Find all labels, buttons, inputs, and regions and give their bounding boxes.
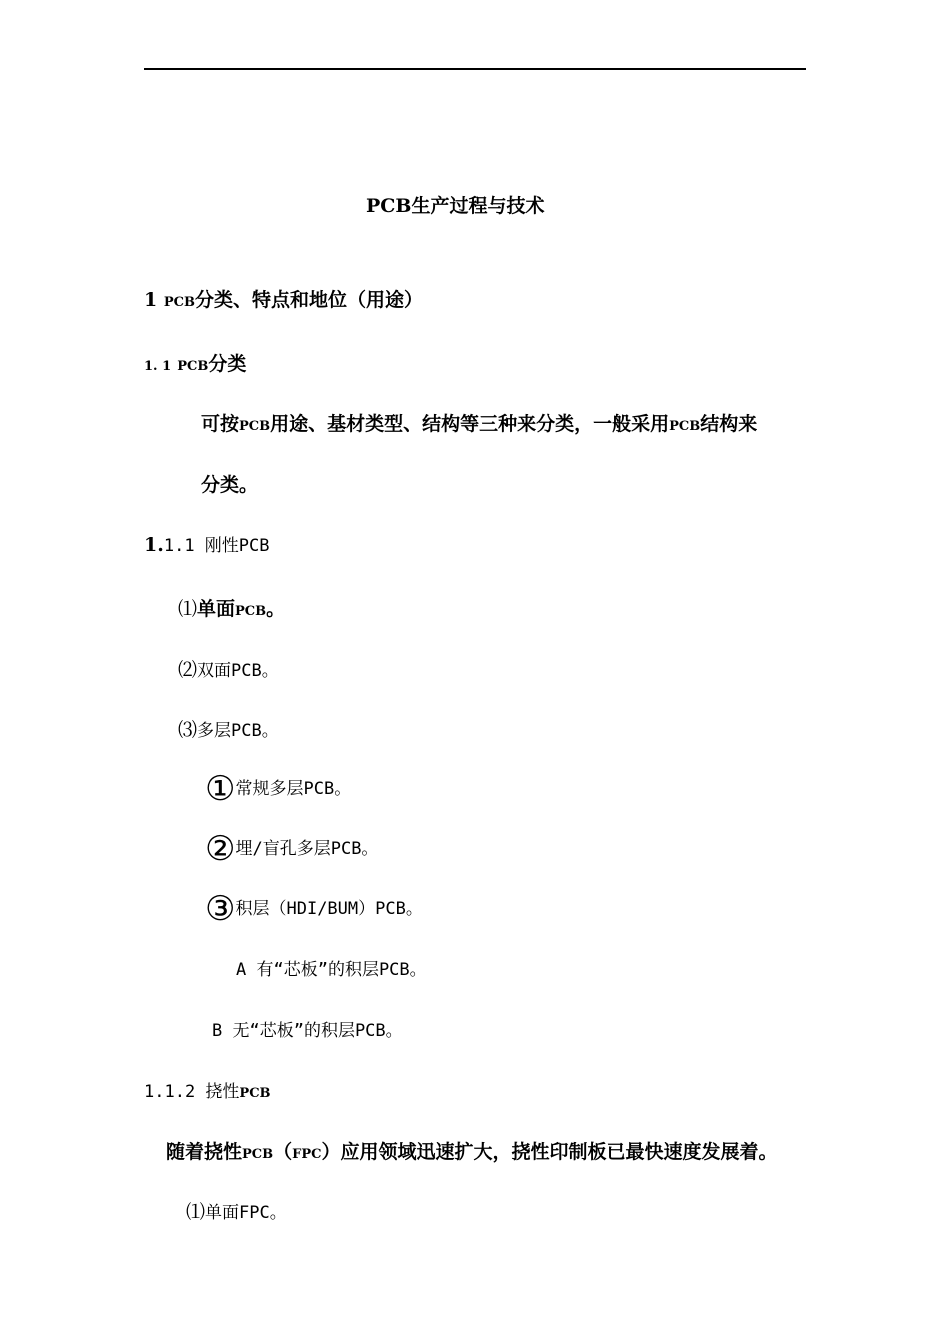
circled-number-3-icon: ③ <box>205 889 236 929</box>
section-heading-1-1-2 <box>144 1079 271 1106</box>
section-title: 1.1 刚性PCB <box>163 536 270 556</box>
text-run-pcb: PCB <box>242 1147 274 1162</box>
sub-item-conventional <box>205 769 352 809</box>
header-rule <box>144 68 806 70</box>
option-b-no-core: B 无“芯板”的积层PCB。 <box>212 1021 403 1041</box>
list-text-pcb: PCB <box>235 604 267 619</box>
circled-number-2-icon: ② <box>205 829 236 869</box>
sub-item-text: 积层（HDI/BUM）PCB。 <box>235 899 423 919</box>
circled-number-1-icon: ① <box>205 769 236 809</box>
list-item-double-sided <box>178 658 279 683</box>
list-item-single-fpc <box>186 1200 287 1225</box>
sub-item-buried-blind <box>205 829 379 869</box>
list-marker: ⑴ <box>186 1201 206 1223</box>
text-run: 随着挠性 <box>166 1141 243 1163</box>
section-heading-1 <box>144 288 423 315</box>
list-item-multilayer <box>178 718 279 743</box>
text-run-pcb: PCB <box>239 419 271 434</box>
text-run: ）应用领域迅速扩大，挠性印制板已最快速度发展着。 <box>321 1141 778 1163</box>
section-pcb: PCB <box>239 1086 271 1101</box>
document-title <box>366 194 544 218</box>
text-run: 可按 <box>201 413 240 435</box>
section-number: 1. <box>144 534 164 556</box>
section-pcb: PCB <box>177 359 209 374</box>
list-marker: ⑶ <box>178 719 198 741</box>
paragraph-classification-line2: 分类。 <box>201 474 259 496</box>
sub-item-hdi <box>205 889 423 929</box>
section-heading-1-1 <box>144 352 246 379</box>
list-item-single-sided <box>178 597 285 624</box>
list-text: 单面 <box>197 598 236 620</box>
section-title: 分类 <box>208 353 247 375</box>
list-marker: ⑴ <box>178 598 198 620</box>
title-pcb: PCB <box>366 195 412 217</box>
text-run: 用途、基材类型、结构等三种来分类，一般采用 <box>270 413 670 435</box>
list-text: 单面FPC。 <box>205 1203 287 1223</box>
section-number: 1 <box>144 289 158 311</box>
list-text: 双面PCB。 <box>197 661 279 681</box>
section-title: 分类、特点和地位（用途） <box>194 289 423 311</box>
option-a-with-core: A 有“芯板”的积层PCB。 <box>236 960 427 980</box>
list-text-end: 。 <box>266 598 286 620</box>
title-text: 生产过程与技术 <box>411 195 545 217</box>
paragraph-flexible <box>166 1140 778 1167</box>
section-heading-1-1-1 <box>144 533 270 558</box>
text-run: 结构来 <box>700 413 758 435</box>
section-title: 1.1.2 挠性 <box>144 1082 240 1102</box>
text-run-pcb: PCB <box>669 419 701 434</box>
text-run: （ <box>273 1141 293 1163</box>
sub-item-text: 埋/盲孔多层PCB。 <box>235 839 379 859</box>
list-marker: ⑵ <box>178 659 198 681</box>
list-text: 多层PCB。 <box>197 721 279 741</box>
section-number: 1. 1 <box>144 359 172 374</box>
sub-item-text: 常规多层PCB。 <box>235 779 352 799</box>
section-pcb: PCB <box>163 295 195 310</box>
text-run-fpc: FPC <box>292 1147 322 1162</box>
paragraph-classification <box>201 412 757 439</box>
